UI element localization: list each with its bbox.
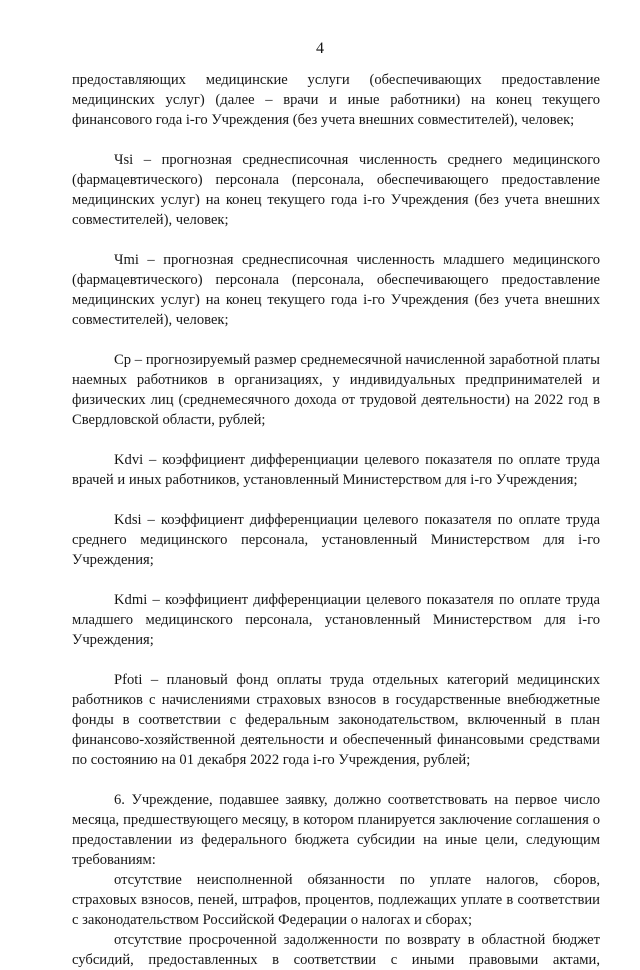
paragraph-kdmi-definition: Kdmi – коэффициент дифференциации целевого показателя по оплате труда младшего медицинского персонала, установленный Министерством для i-го Учреждения; bbox=[72, 592, 600, 648]
paragraph-chsi-definition: Чsi – прогнозная среднесписочная численность среднего медицинского (фармацевтического) персонала (персонала, обеспечивающего предоставление медицинских услуг) на конец текущего года i-го Учреждения (без учета внешних совместителей), человек; bbox=[72, 152, 600, 228]
paragraph-pfoti-definition: Pfoti – плановый фонд оплаты труда отдельных категорий медицинских работников с начислениями страховых взносов в государственные внебюджетные фонды в соответствии с федеральным законодательством, включенный в план финансово-хозяйственной деятельности и обеспеченный финансовыми средствами по состоянию на 01 декабря 2022 года i-го Учреждения, рублей; bbox=[72, 672, 600, 768]
paragraph-kdsi-definition: Kdsi – коэффициент дифференциации целевого показателя по оплате труда среднего медицинского персонала, установленный Министерством для i-го Учреждения; bbox=[72, 512, 600, 568]
requirement-item-taxes: отсутствие неисполненной обязанности по уплате налогов, сборов, страховых взносов, пеней, штрафов, процентов, подлежащих уплате в соответствии с законодательством Российской Федерации о налогах и сборах; bbox=[72, 872, 600, 928]
page-content bbox=[72, 70, 600, 970]
paragraph-chmi-definition: Чmi – прогнозная среднесписочная численность младшего медицинского (фармацевтического) персонала (персонала, обеспечивающего предоставление медицинских услуг) на конец текущего года i-го Учреждения (без учета внешних совместителей), человек; bbox=[72, 252, 600, 328]
paragraph-clause-6: 6. Учреждение, подавшее заявку, должно соответствовать на первое число месяца, предшествующего месяцу, в котором планируется заключение соглашения о предоставлении из федерального бюджета субсидии на иные цели, следующим требованиям: bbox=[72, 792, 600, 868]
paragraph-doctors-continued: предоставляющих медицинские услуги (обеспечивающих предоставление медицинских услуг) (далее – врачи и иные работники) на конец текущего финансового года i-го Учреждения (без учета внешних совместителей), человек; bbox=[72, 72, 600, 128]
paragraph-kdvi-definition: Kdvi – коэффициент дифференциации целевого показателя по оплате труда врачей и иных работников, установленный Министерством для i-го Учреждения; bbox=[72, 452, 600, 488]
paragraph-cp-definition: Ср – прогнозируемый размер среднемесячной начисленной заработной платы наемных работников в организациях, у индивидуальных предпринимателей и физических лиц (среднемесячного дохода от трудовой деятельности) на 2022 год в Свердловской области, рублей; bbox=[72, 352, 600, 428]
page-number: 4 bbox=[316, 40, 324, 57]
requirement-item-debts: отсутствие просроченной задолженности по возврату в областной бюджет субсидий, предоставленных в соответствии с иными правовыми актами, bbox=[72, 932, 600, 968]
